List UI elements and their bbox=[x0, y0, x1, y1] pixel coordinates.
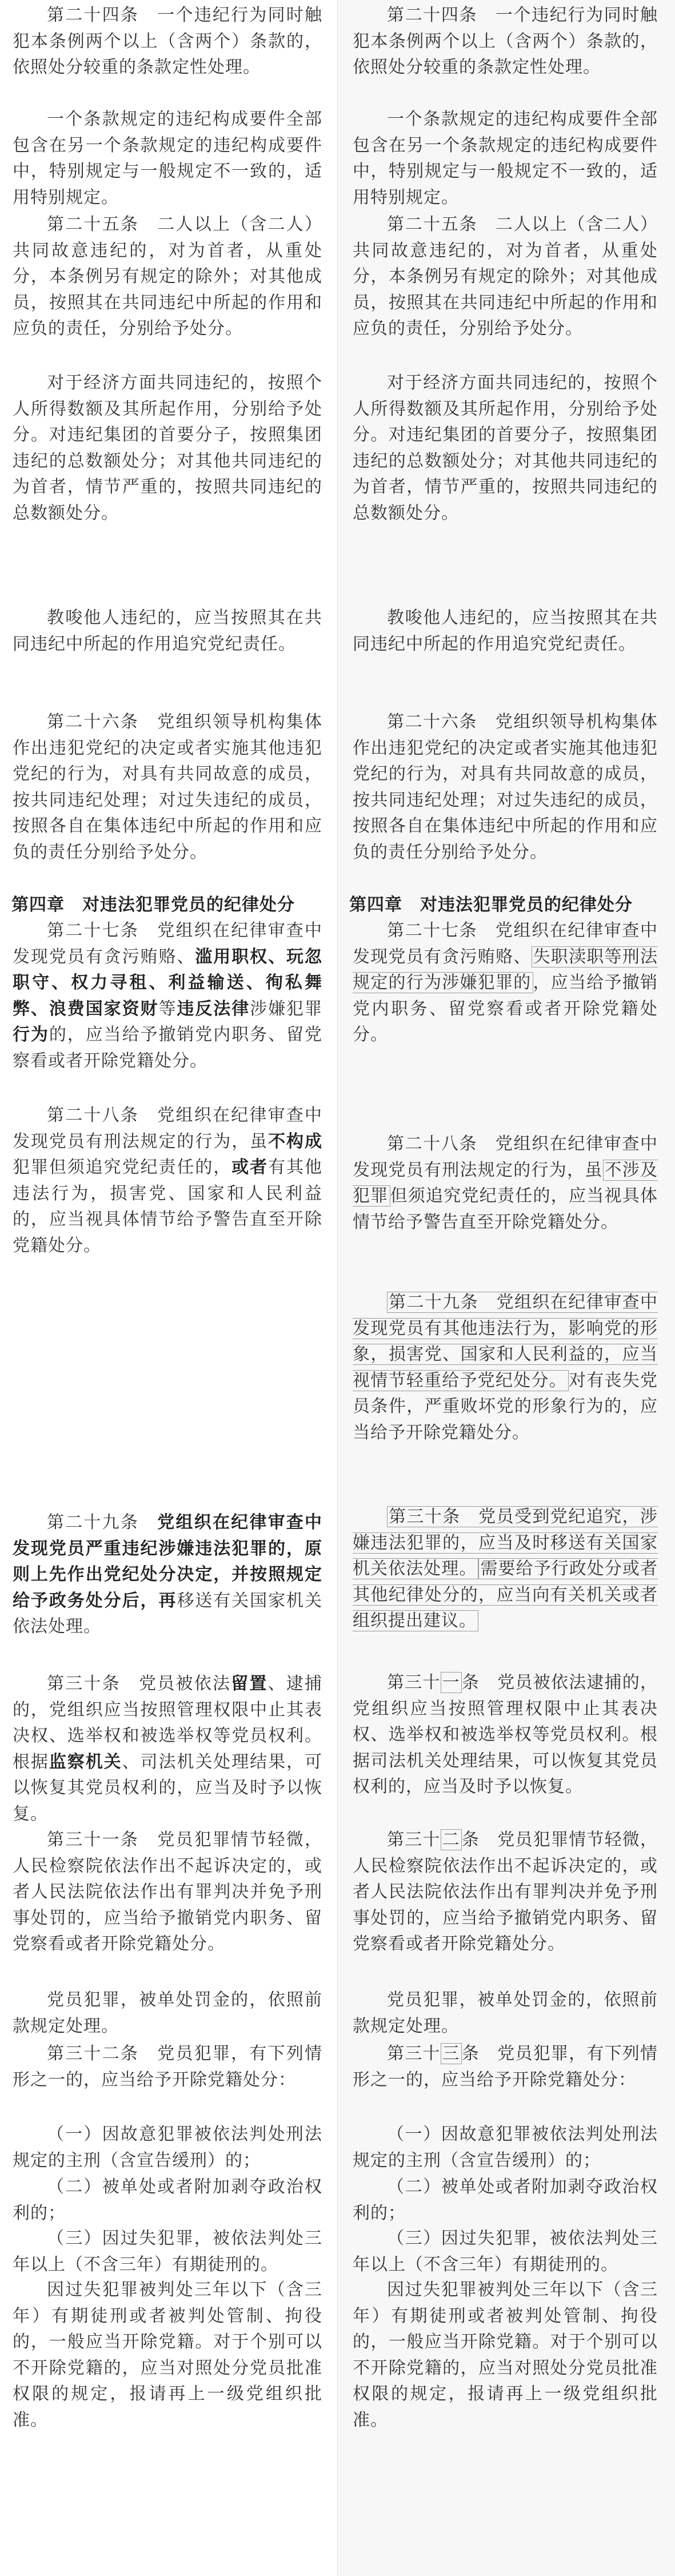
left-a29-b1: 党组织在纪律审查中发现党员严重违纪涉嫌违法犯罪的，原则上先作出党纪处分决定，并按照规定给予政务处分后，再 bbox=[13, 1512, 323, 1611]
right-a28-t1: 第二十八条 党组织在纪律审查中发现党员有刑法规定的行为，虽 bbox=[353, 1134, 658, 1180]
left-article-27 bbox=[13, 918, 322, 1074]
left-article-25: 第二十五条 二人以上（含二人）共同故意违纪的，对为首者，从重处分，本条例另有规定的除外；对其他成员，按照其在共同违纪中所起的作用和应负的责任，分别给予处分。 bbox=[13, 214, 322, 339]
right-article-33-item1: （一）因故意犯罪被依法判处刑法规定的主刑（含宣告缓刑）的； bbox=[353, 2124, 658, 2171]
right-a33-t1: 第三十 bbox=[387, 2044, 441, 2064]
left-article-24-para2: 一个条款规定的违纪构成要件全部包含在另一个条款规定的违纪构成要件中，特别规定与一般规定不一致的，适用特别规定。 bbox=[13, 109, 322, 208]
right-article-25-para3: 教唆他人违纪的，应当按照其在共同违纪中所起的作用追究党纪责任。 bbox=[353, 608, 658, 654]
left-article-30 bbox=[13, 1671, 322, 1827]
right-article-32-para2: 党员犯罪，被单处罚金的，依照前款规定处理。 bbox=[353, 1990, 658, 2036]
right-article-33-para2: 因过失犯罪被判处三年以下（含三年）有期徒刑或者被判处管制、拘役的，一般应当开除党籍。对于个别可以不开除党籍的，应当对照处分党员批准权限的规定，报请再上一级党组织批准。 bbox=[353, 2280, 658, 2430]
right-column bbox=[337, 0, 675, 2576]
right-a31-t1: 第三十 bbox=[387, 1673, 441, 1693]
right-article-25: 第二十五条 二人以上（含二人）共同故意违纪的，对为首者，从重处分，本条例另有规定的除外；对其他成员，按照其在共同违纪中所起的作用和应负的责任，分别给予处分。 bbox=[353, 214, 658, 339]
right-article-32 bbox=[353, 1827, 658, 1957]
left-article-32-para2: 因过失犯罪被判处三年以下（含三年）有期徒刑或者被判处管制、拘役的，一般应当开除党籍。对于个别可以不开除党籍的，应当对照处分党员批准权限的规定，报请再上一级党组织批准。 bbox=[13, 2280, 322, 2430]
left-article-32-item1: （一）因故意犯罪被依法判处刑法规定的主刑（含宣告缓刑）的； bbox=[13, 2124, 322, 2171]
left-article-32: 第三十二条 党员犯罪，有下列情形之一的，应当给予开除党籍处分： bbox=[13, 2044, 322, 2090]
left-a27-t2: 等 bbox=[158, 998, 177, 1019]
left-a28-t1: 第二十八条 党组织在纪律审查中发现党员有刑法规定的行为，虽 bbox=[13, 1105, 322, 1152]
left-article-32-item2: （二）被单处或者附加剥夺政治权利的； bbox=[13, 2177, 322, 2223]
left-article-24: 第二十四条 一个违纪行为同时触犯本条例两个以上（含两个）条款的，依照处分较重的条款定性处理。 bbox=[13, 5, 322, 77]
left-a29-t1: 第二十九条 bbox=[47, 1512, 158, 1532]
left-article-29 bbox=[13, 1510, 322, 1640]
left-a27-b2: 违反法律 bbox=[177, 998, 250, 1019]
left-a28-b1: 不构成 bbox=[268, 1131, 322, 1152]
left-chapter-4-heading: 第四章 对违法犯罪党员的纪律处分 bbox=[11, 895, 295, 915]
right-a27-t1: 第二十七条 党组织在纪律审查中发现党员有贪污贿赂、 bbox=[353, 921, 658, 967]
left-a30-b2: 监察机关 bbox=[49, 1751, 122, 1772]
right-chapter-4-heading: 第四章 对违法犯罪党员的纪律处分 bbox=[349, 895, 633, 915]
left-article-31: 第三十一条 党员犯罪情节轻微，人民检察院依法作出不起诉决定的，或者人民法院依法作出有罪判决并免予刑事处罚的，应当给予撤销党内职务、留党察看或者开除党籍处分。 bbox=[13, 1830, 322, 1954]
right-a27-changed: 失职渎职等刑法规定的行为涉嫌犯罪的 bbox=[353, 946, 658, 993]
right-a31-t2: 条 党员被依法逮捕的，党组织应当按照管理权限中止其表决权、选举权和被选举权等党员权利。根据司法机关处理结果，可以恢复其党员权利的，应当及时予以恢复。 bbox=[353, 1673, 658, 1797]
right-article-29 bbox=[353, 1289, 658, 1446]
left-article-25-para2: 对于经济方面共同违纪的，按照个人所得数额及其所起作用，分别给予处分。对违纪集团的首要分子，按照集团违纪的总数额处分；对其他共同违纪的为首者，情节严重的，按照共同违纪的总数额处分。 bbox=[13, 373, 322, 523]
right-a33-changed: 三 bbox=[441, 2043, 462, 2064]
right-article-25-para2: 对于经济方面共同违纪的，按照个人所得数额及其所起作用，分别给予处分。对违纪集团的首要分子，按照集团违纪的总数额处分；对其他共同违纪的为首者，情节严重的，按照共同违纪的总数额处分。 bbox=[353, 373, 658, 523]
right-a30-changed2: 需要给予行政处分或者其他纪律处分的，应当向有关机关或者组织提出建议。 bbox=[353, 1559, 658, 1631]
right-article-24-para2: 一个条款规定的违纪构成要件全部包含在另一个条款规定的违纪构成要件中，特别规定与一般规定不一致的，适用特别规定。 bbox=[353, 109, 658, 208]
left-a28-b2: 或者 bbox=[231, 1157, 269, 1177]
right-a33-t2: 条 党员犯罪，有下列情形之一的，应当给予开除党籍处分： bbox=[353, 2044, 658, 2090]
right-a31-changed: 一 bbox=[441, 1672, 462, 1693]
left-a29-t2: 移送有关国家机关依法处理。 bbox=[13, 1590, 322, 1637]
right-a32-t2: 条 党员犯罪情节轻微，人民检察院依法作出不起诉决定的，或者人民法院依法作出有罪判决并免予刑事处罚的，应当给予撤销党内职务、留党察看或者开除党籍处分。 bbox=[353, 1830, 658, 1954]
right-a32-t1: 第三十 bbox=[387, 1830, 441, 1850]
right-a30-changed1: 第三十条 党员受到党纪追究，涉嫌违法犯罪的，应当及时移送有关国家机关依法处理。 bbox=[353, 1507, 658, 1579]
left-article-32-item3: （三）因过失犯罪，被依法判处三年以上（不含三年）有期徒刑的。 bbox=[13, 2228, 322, 2275]
right-article-27 bbox=[353, 918, 658, 1048]
left-article-26: 第二十六条 党组织领导机构集体作出违犯党纪的决定或者实施其他违犯党纪的行为，对具有共同故意的成员，按共同违纪处理；对过失违纪的成员，按照各自在集体违纪中所起的作用和应负的责任分别给予处分。 bbox=[13, 712, 322, 862]
left-a28-t3: 有其他违法行为，损害党、国家和人民利益的，应当视具体情节给予警告直至开除党籍处分。 bbox=[13, 1157, 322, 1256]
right-article-33-item2: （二）被单处或者附加剥夺政治权利的； bbox=[353, 2177, 658, 2223]
right-a27-t2: ，应当给予撤销党内职务、留党察看或者开除党籍处分。 bbox=[353, 973, 658, 1045]
right-article-28 bbox=[353, 1131, 658, 1235]
left-a27-t1: 第二十七条 党组织在纪律审查中发现党员有贪污贿赂、 bbox=[13, 921, 322, 967]
right-a28-t2: 但须追究党纪责任的，应当视具体情节给予警告直至开除党籍处分。 bbox=[353, 1186, 658, 1232]
left-a27-t4: 的，应当给予撤销党内职务、留党察看或者开除党籍处分。 bbox=[13, 1025, 322, 1071]
right-a29-changed: 第二十九条 党组织在纪律审查中发现党员有其他违法行为，影响党的形象，损害党、国家和人民利益的，应当视情节轻重给予党纪处分。 bbox=[353, 1292, 658, 1391]
left-a30-b1: 留置 bbox=[231, 1674, 268, 1694]
left-a30-t2: 、逮捕的，党组织应当按照管理权限中止其表决权、选举权和被选举权等党员权利。根据 bbox=[13, 1674, 323, 1772]
left-article-25-para3: 教唆他人违纪的，应当按照其在共同违纪中所起的作用追究党纪责任。 bbox=[13, 608, 322, 654]
left-article-28 bbox=[13, 1102, 322, 1259]
left-a27-b3: 行为 bbox=[13, 1025, 49, 1045]
right-article-24: 第二十四条 一个违纪行为同时触犯本条例两个以上（含两个）条款的，依照处分较重的条款定性处理。 bbox=[353, 5, 658, 77]
right-article-33 bbox=[353, 2041, 658, 2093]
left-article-31-para2: 党员犯罪，被单处罚金的，依照前款规定处理。 bbox=[13, 1990, 322, 2036]
right-a29-t1: 对有丧失党员条件，严重败坏党的形象行为的，应当给予开除党籍处分。 bbox=[353, 1370, 658, 1443]
left-a30-t1: 第三十条 党员被依法 bbox=[47, 1674, 231, 1694]
right-a32-changed: 二 bbox=[441, 1829, 462, 1850]
right-article-26: 第二十六条 党组织领导机构集体作出违犯党纪的决定或者实施其他违犯党纪的行为，对具有共同故意的成员，按共同违纪处理；对过失违纪的成员，按照各自在集体违纪中所起的作用和应负的责任分别给予处分。 bbox=[353, 712, 658, 862]
left-column bbox=[0, 0, 337, 2576]
left-a27-b1: 滥用职权、玩忽职守、权力寻租、利益输送、徇私舞弊、浪费国家资财 bbox=[13, 946, 322, 1019]
right-a28-changed: 不涉及犯罪 bbox=[353, 1160, 658, 1206]
left-a30-t3: 、司法机关处理结果，可以恢复其党员权利的，应当及时予以恢复。 bbox=[13, 1751, 322, 1824]
left-a28-t2: 犯罪但须追究党纪责任的， bbox=[13, 1157, 232, 1177]
right-article-30 bbox=[353, 1504, 658, 1634]
right-article-31 bbox=[353, 1670, 658, 1800]
left-a27-t3: 涉嫌犯罪 bbox=[250, 998, 322, 1019]
right-article-33-item3: （三）因过失犯罪，被依法判处三年以上（不含三年）有期徒刑的。 bbox=[353, 2228, 658, 2275]
